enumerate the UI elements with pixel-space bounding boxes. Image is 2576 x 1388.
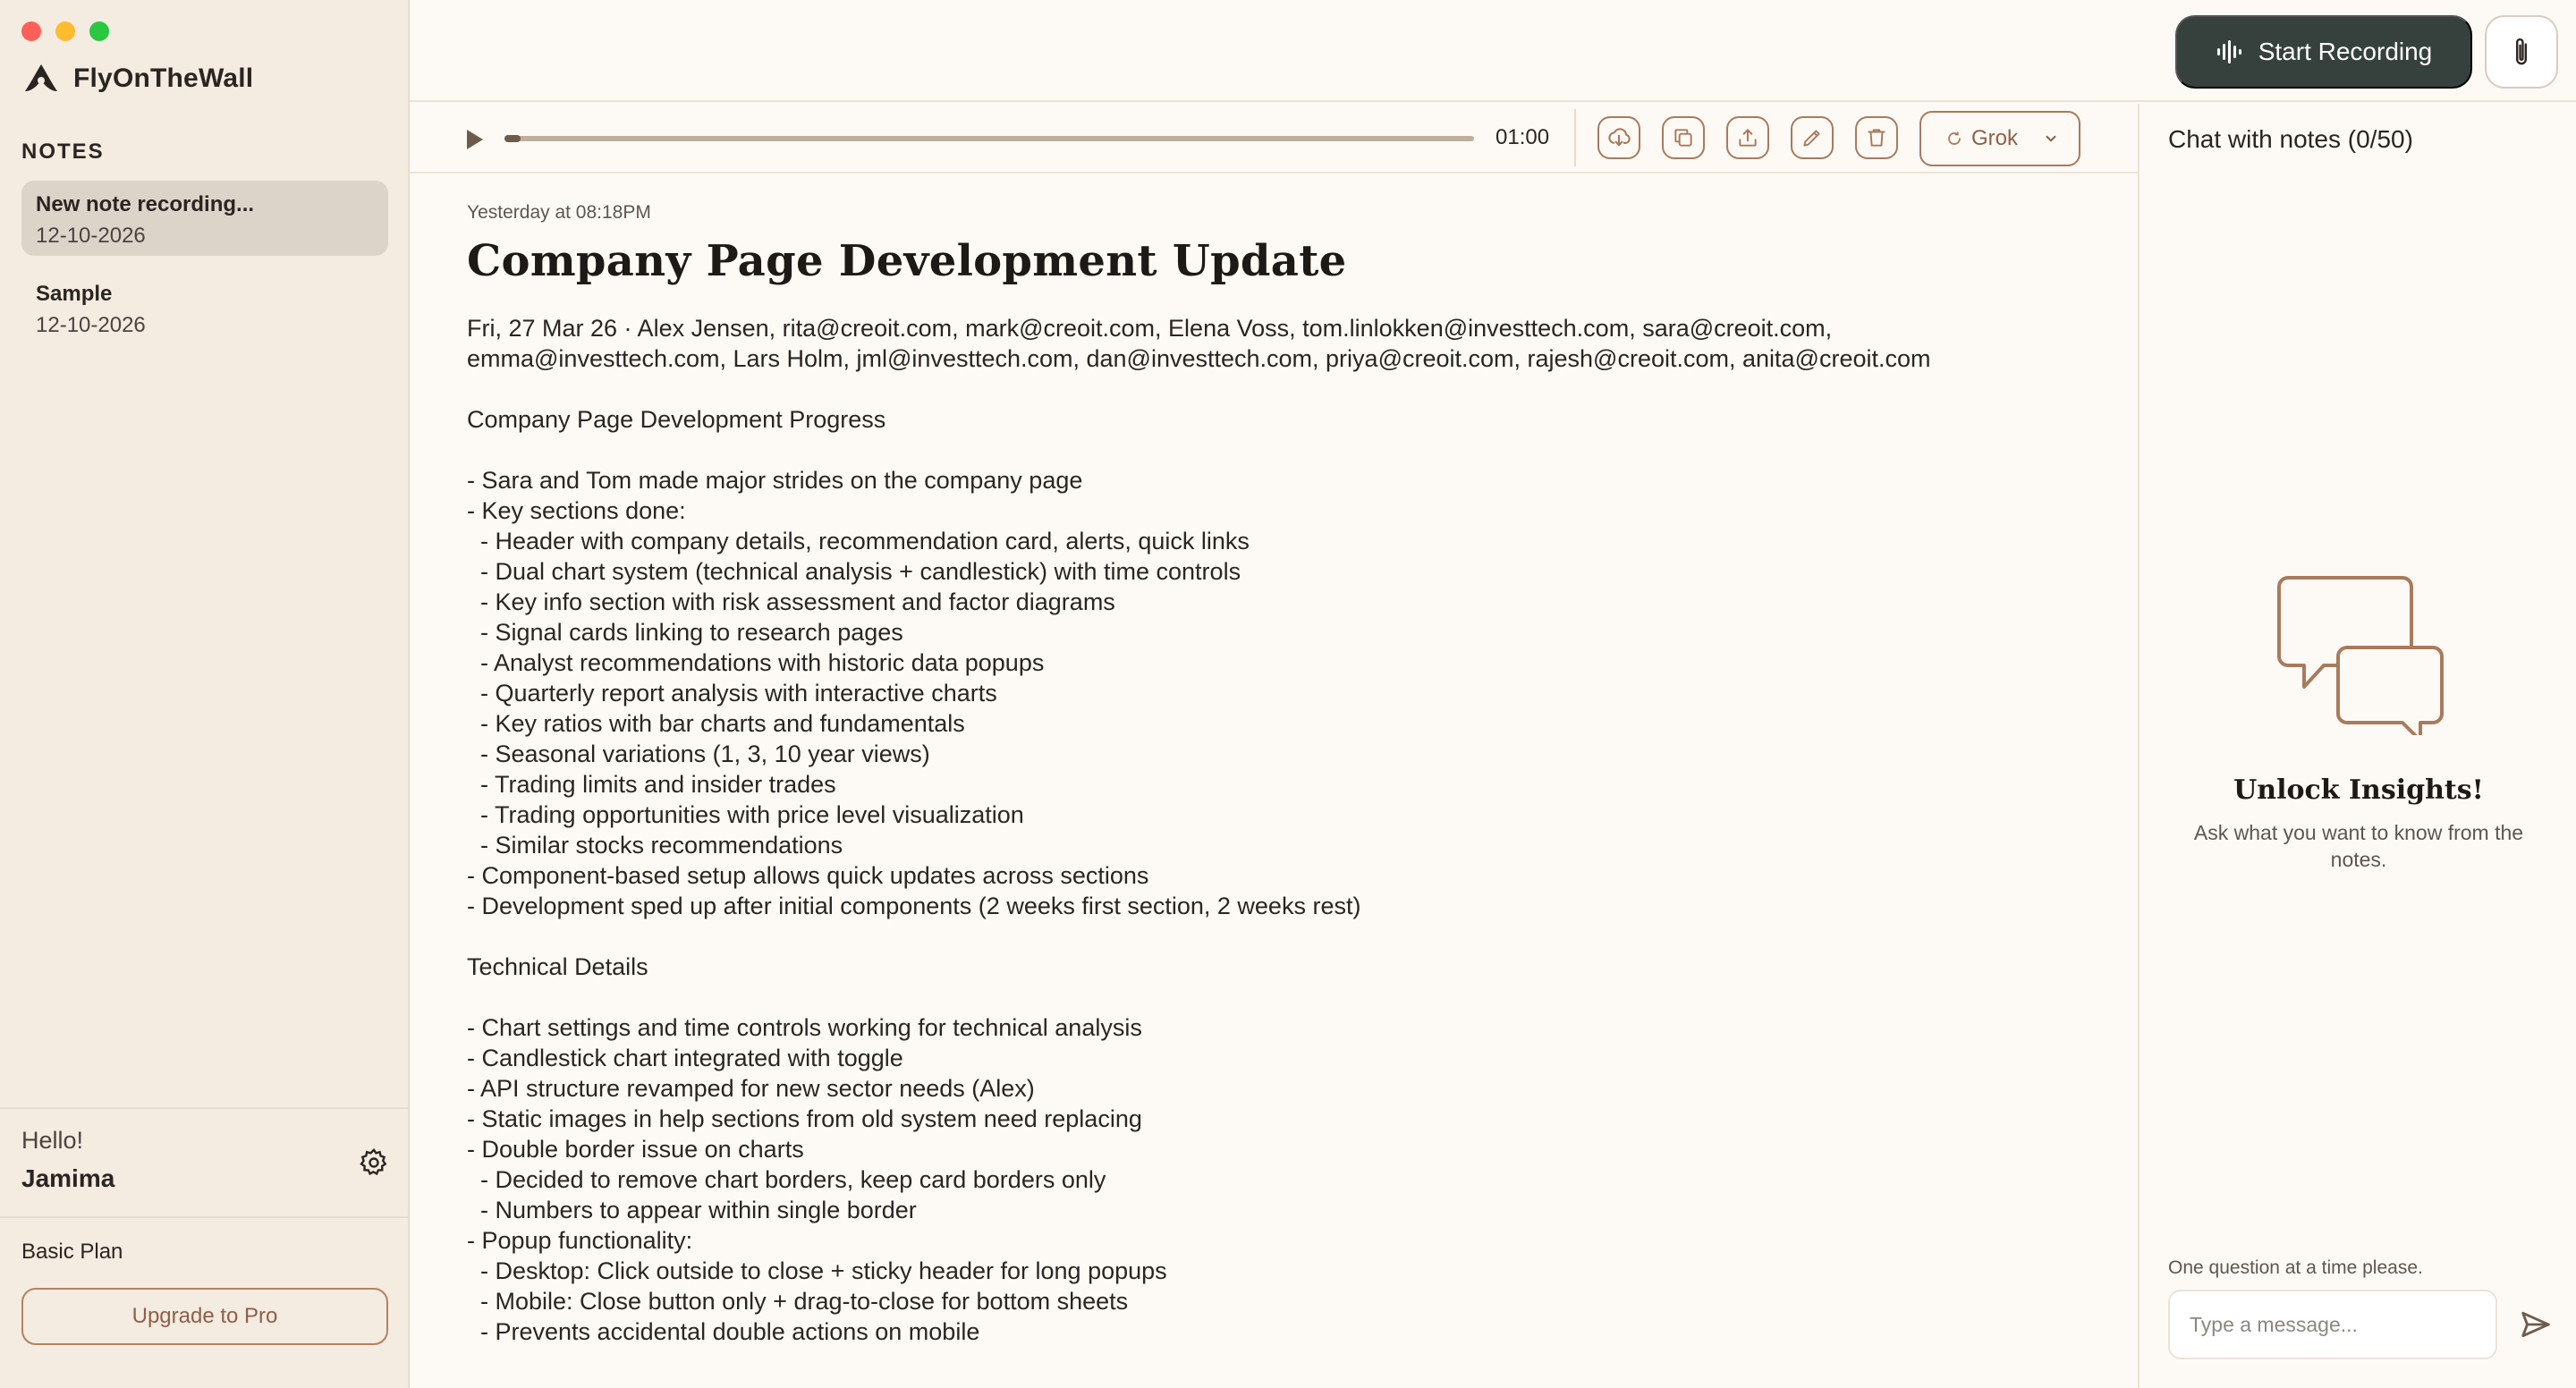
copy-button[interactable] (1662, 116, 1705, 159)
delete-button[interactable] (1855, 116, 1898, 159)
greeting: Hello! (21, 1127, 84, 1154)
note-timestamp: Yesterday at 08:18PM (467, 202, 651, 223)
note-item-sample[interactable] (21, 270, 388, 345)
trash-icon (1865, 126, 1888, 149)
message-input[interactable] (2168, 1290, 2497, 1359)
notes-section-title: NOTES (21, 140, 105, 164)
play-icon[interactable] (463, 127, 487, 152)
copy-icon (1672, 126, 1695, 149)
chat-hint: One question at a time please. (2168, 1257, 2423, 1278)
share-button[interactable] (1726, 116, 1769, 159)
audio-duration: 01:00 (1496, 125, 1550, 149)
model-select-value: Grok (1971, 126, 2019, 150)
divider (0, 1216, 408, 1218)
empty-state-title: Unlock Insights! (2233, 774, 2484, 806)
audio-player (410, 104, 2138, 174)
chat-bubbles-icon (2275, 574, 2445, 735)
window-controls (21, 21, 109, 41)
paperclip-icon (2508, 36, 2535, 68)
edit-button[interactable] (1791, 116, 1834, 159)
chat-question-count: (0/50) (2347, 125, 2413, 153)
note-content (410, 175, 2138, 1388)
upload-icon (1736, 126, 1759, 149)
divider (1574, 109, 1576, 166)
sidebar (0, 0, 410, 1388)
note-item-date: 12-10-2026 (36, 313, 146, 337)
refresh-icon (1946, 131, 1962, 147)
note-item-new-recording[interactable] (21, 181, 388, 256)
gear-icon[interactable] (358, 1147, 390, 1179)
chat-title: Chat with notes (2168, 125, 2341, 153)
note-item-title: Sample (36, 282, 113, 306)
start-recording-label: Start Recording (2258, 38, 2433, 65)
note-title[interactable]: Company Page Development Update (467, 236, 1347, 286)
model-select[interactable] (1919, 111, 2080, 166)
window-minimize-button[interactable] (55, 21, 75, 41)
upgrade-button[interactable]: Upgrade to Pro (21, 1288, 388, 1345)
download-icon (1606, 125, 1631, 150)
waveform-icon (2216, 38, 2242, 65)
window-maximize-button[interactable] (89, 21, 109, 41)
app-name: FlyOnTheWall (73, 63, 254, 93)
brand (21, 61, 253, 97)
fly-logo-icon (21, 61, 61, 97)
empty-state-subtitle: Ask what you want to know from the notes. (2193, 821, 2524, 871)
chat-panel (2138, 104, 2576, 1388)
send-icon[interactable] (2519, 1308, 2553, 1341)
audio-progress-thumb[interactable] (504, 135, 521, 142)
window-close-button[interactable] (21, 21, 41, 41)
divider (0, 1107, 408, 1109)
download-button[interactable] (1597, 116, 1640, 159)
start-recording-button[interactable] (2175, 15, 2472, 89)
note-item-title: New note recording... (36, 192, 255, 216)
plan-label: Basic Plan (21, 1240, 123, 1264)
pencil-icon (1801, 126, 1824, 149)
user-name: Jamima (21, 1164, 115, 1192)
audio-progress-bar[interactable] (504, 136, 1474, 141)
note-item-date: 12-10-2026 (36, 224, 146, 248)
attach-button[interactable] (2485, 15, 2558, 89)
chat-title-row (2168, 125, 2413, 154)
chevron-down-icon (2043, 131, 2059, 147)
note-body[interactable]: Fri, 27 Mar 26 · Alex Jensen, rita@creoit.com, mark@creoit.com, Elena Voss, tom.linlokken@investtech.com, sara@creoit.com, emma@investtech.com, Lars Holm, jml@investtech.com, dan@investtech.com, priya@creoit.com, rajesh@creoit.com, anita@creoit.com Company Page Development Progress - Sara and Tom made major strides on the company page - Key sections done: - Header with company details, recommendation card, alerts, quick links - Dual chart system (technical analysis + candlestick) with time controls - Key info section with risk assessment and factor diagrams - Signal cards linking to research pages - Analyst recommendations with historic data popups - Quarterly report analysis with interactive charts - Key ratios with bar charts and fundamentals - Seasonal variations (1, 3, 10 year views) - Trading limits and insider trades - Trading opportunities with price level visualization - Similar stocks recommendations - Component-based setup allows quick updates across sections - Development sped up after initial components (2 weeks first section, 2 weeks rest) Technical Details - Chart settings and time controls working for technical analysis - Candlestick chart integrated with toggle - API structure revamped for new sector needs (Alex) - Static images in help sections from old system need replacing - Double border issue on charts - Decided to remove chart borders, keep card borders only - Numbers to appear within single border - Popup functionality: - Desktop: Click outside to close + sticky header for long popups - Mobile: Close button only + drag-to-close for bottom sheets - Prevents accidental double actions on mobile (467, 315, 1931, 1345)
